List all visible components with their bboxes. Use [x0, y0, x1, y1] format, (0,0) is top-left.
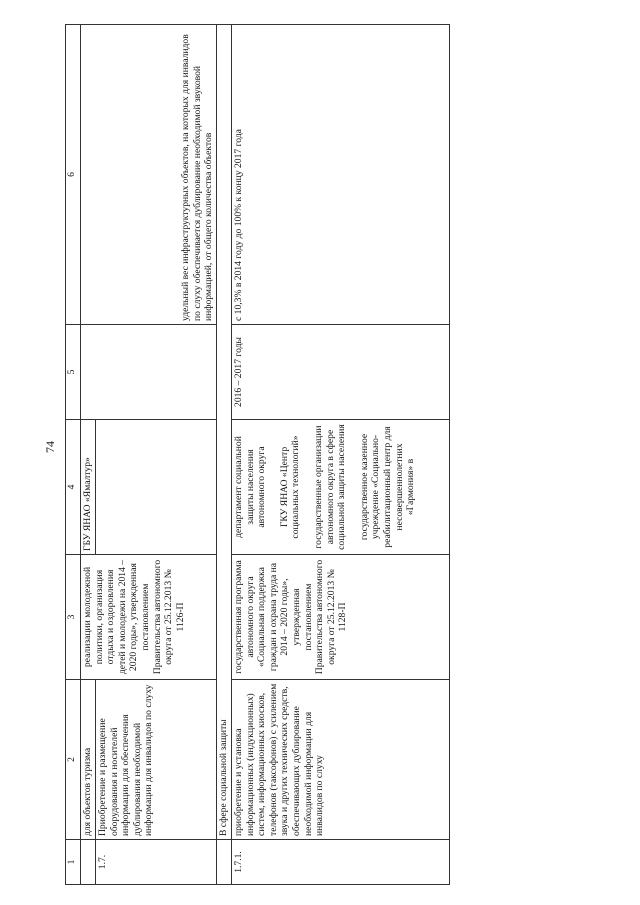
section-title: В сфере социальной защиты: [217, 25, 232, 840]
cell-executor-empty: [96, 420, 217, 555]
cell-num-1-7: 1.7.: [96, 840, 217, 885]
header-row: [66, 25, 81, 885]
measures-table: [65, 24, 450, 885]
cell-empty: [217, 840, 232, 885]
executor-2: ГКУ ЯНАО «Центр социальных технологий»: [278, 435, 302, 539]
page-number: 74: [43, 441, 57, 453]
cell-program-2: государственная программа автономного округа «Социальная поддержка граждан и охрана труда на 2014 – 2020 годы», утвержденная постановлением Правительства автономного округа от 25.12.2013 № 1128-П: [232, 555, 450, 680]
cell-empty: [81, 840, 96, 885]
cell-executor-1: ГБУ ЯНАО «Ямалтур»: [81, 420, 96, 555]
executor-3: государственные организации автономного округа в сфере социальной защиты населения: [312, 424, 348, 550]
cell-period-empty: [81, 325, 217, 420]
cell-period-2: 2016 – 2017 годы: [232, 325, 450, 420]
cell-indicator-1: удельный вес инфраструктурных объектов, на которых для инвалидов по слуху обеспечивается дублирование необходимой звуковой информацией, от общего количества объектов: [81, 25, 217, 325]
cell-desc-1-7-1: приобретение и установка информационных (индукционных) систем, информационных киосков, телефонов (таксофонов) с усилением звука и других технических средств, обеспечивающих дублирование необходимой информации для инвалидов по слуху: [232, 680, 450, 840]
executor-1: департамент социальной защиты населения автономного округа: [233, 436, 268, 538]
header-col-3: 3: [66, 555, 81, 680]
section-row: [217, 25, 232, 885]
rotated-table-container: [65, 25, 585, 885]
cell-program-1: реализации молодежной политики, организация отдыха и оздоровления детей и молодежи на 2014 – 2020 годы», утвержденная постановлением Правительства автономного округа от 25.12.2013 № 1126-П: [81, 555, 217, 680]
executor-4: государственное казенное учреждение «Социально-реабилитационный центр для несовершеннолетних «Гармония» в: [358, 426, 417, 548]
cell-desc-1-7: Приобретение и размещение оборудования и носителей информации для обеспечения дублирования необходимой информации для инвалидов по слуху: [96, 680, 217, 840]
cell-executors-2: [232, 420, 450, 555]
table-row: [81, 25, 96, 885]
table-row: [232, 25, 450, 885]
header-col-2: 2: [66, 680, 81, 840]
header-col-4: 4: [66, 420, 81, 555]
cell-indicator-2: с 10,3% в 2014 году до 100% к концу 2017 года: [232, 25, 450, 325]
cell-subheading: для объектов туризма: [81, 680, 96, 840]
header-col-6: 6: [66, 25, 81, 325]
header-col-5: 5: [66, 325, 81, 420]
header-col-1: 1: [66, 840, 81, 885]
cell-num-1-7-1: 1.7.1.: [232, 840, 450, 885]
